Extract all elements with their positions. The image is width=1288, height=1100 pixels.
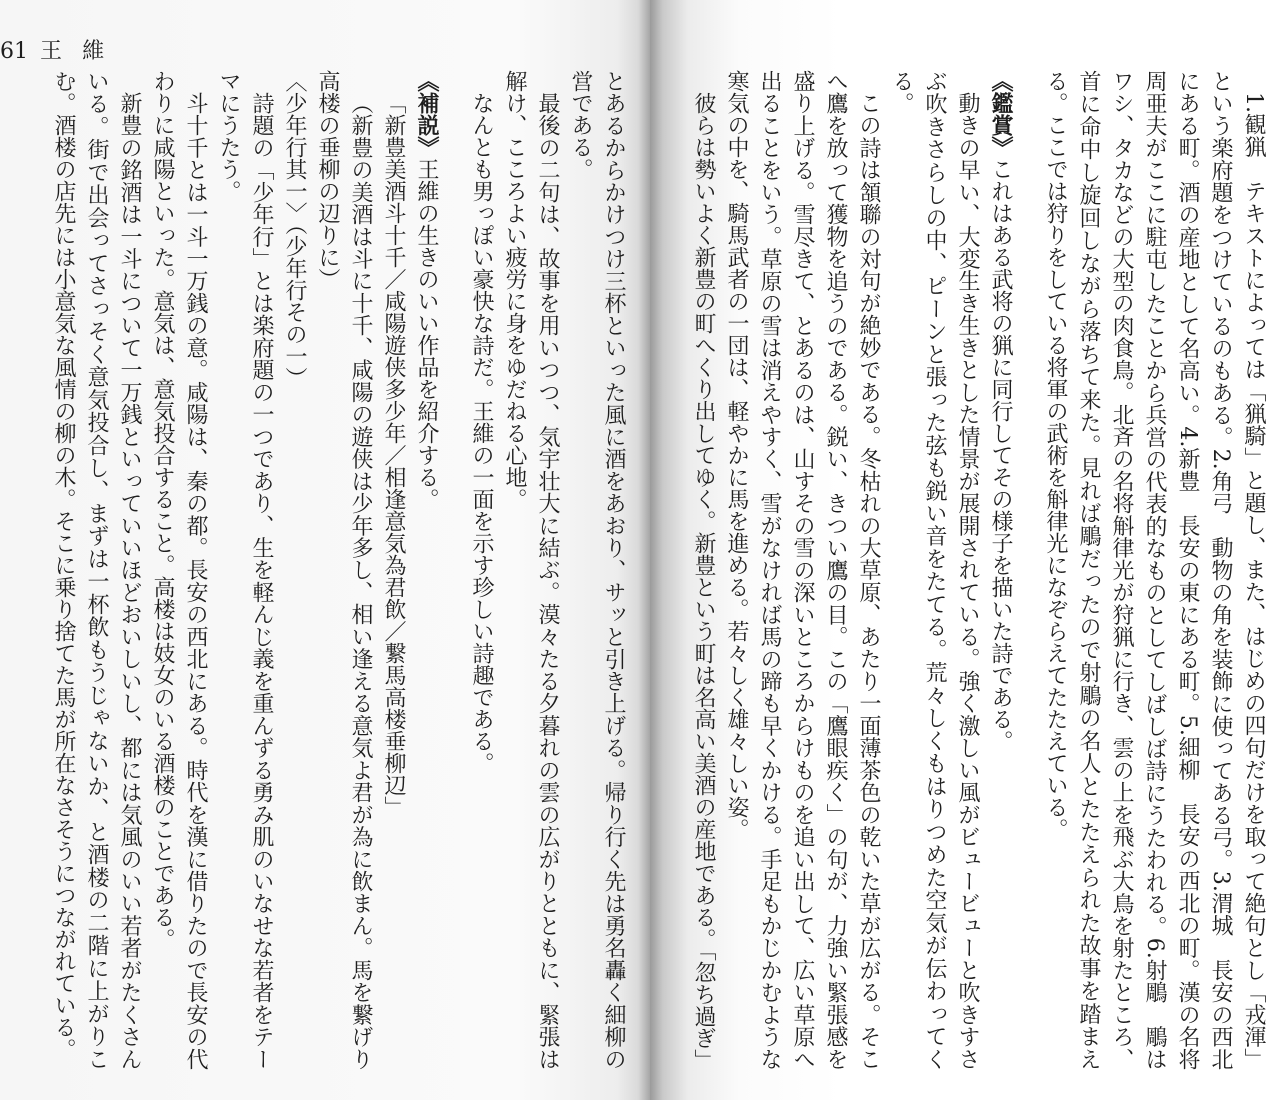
- kansho-text-4: 彼らは勢いよく新豊の町へくり出してゆく。新豊という町は名高い美酒の産地である。「忽ち過ぎ」: [691, 92, 716, 1071]
- kansho-text-2: 動きの早い、大変生き生きとした情景が展開されている。強く激しい風がビュービューと吹きすさぶ吹きさらしの中、ピーンと張った弦も鋭い音をたてる。荒々しくもはりつめた空気が伝わってくる。: [889, 70, 980, 1070]
- kansho-heading: 《鑑賞》: [988, 70, 1013, 158]
- poem-reading: （新豊の美酒は斗に十千、咸陽の遊侠は少年多し、相い逢える意気よ君が為に飲まん。馬を繋げり高楼の垂柳の辺りに）: [315, 70, 373, 1070]
- hosetsu-heading: 《補説》: [414, 70, 439, 158]
- hosetsu-text-2: 詩題の「少年行」とは楽府題の一つであり、生を軽んじ義を重んずる勇み肌のいなせな若者をテーマにうたう。: [216, 70, 274, 1070]
- kansho-continued-3: なんとも男っぽい豪快な詩だ。王維の一面を示す珍しい詩趣である。: [469, 92, 494, 774]
- hosetsu-intro: [410, 70, 443, 1070]
- running-header: [0, 34, 111, 65]
- poem-original: 「新豊美酒斗十千／咸陽遊侠多少年／相逢意気為君飲／繋馬高楼垂柳辺」: [381, 92, 406, 818]
- hosetsu-text-3: 斗十千とは一斗一万銭の意。咸陽は、秦の都。長安の西北にある。時代を漢に借りたので長安の代わりに咸陽といった。意気は、意気投合すること。高楼は妓女のいる酒楼のことである。: [150, 70, 208, 1070]
- author-name: 王 維: [40, 39, 111, 64]
- hosetsu-text-1: 王維の生きのいい作品を紹介する。: [414, 158, 439, 510]
- kansho-text-3: この詩は頷聯の対句が絶妙である。冬枯れの大草原、あたり一面薄茶色の乾いた草が広がる。そこへ鷹を放って獲物を追うのである。鋭い、きつい鷹の目。この「鷹眼疾く」の句が、力強い緊張感を盛り上げる。雪尽きて、とあるのは、山すその雪の深いところからけものを追い出して、広い草原へ出ることをいう。草原の雪は消えやすく、雪がなければ馬の蹄も早くかける。手足もかじかむような寒気の中を、騎馬武者の一団は、軽やかに馬を進める。若々しく雄々しい姿。: [724, 70, 881, 1071]
- kansho-continued-1: とあるからかけつけ三杯といった風に酒をあおり、サッと引き上げる。帰り行く先は勇名轟く細柳の営である。: [568, 70, 626, 1071]
- right-page: [650, 0, 1288, 1100]
- right-page-text: [691, 70, 1270, 1071]
- kansho-text-1: これはある武将の猟に同行してその様子を描いた詩である。: [988, 158, 1013, 752]
- left-page-text: [26, 70, 630, 1070]
- hosetsu-text-4: 新豊の銘酒は一斗について一万銭といっていいほどおいしいし、都には気風のいい若者がたくさんいる。街で出会ってさっそく意気投合し、まずは一杯飲もうじゃないか、と酒楼の二階に上がりこむ。酒楼の店先には小意気な風情の柳の木。そこに乗り捨てた馬が所在なさそうにつながれている。: [51, 70, 142, 1070]
- page-number: 61: [0, 39, 28, 64]
- annotation-notes: 1.観猟 テキストによっては「猟騎」と題し、また、はじめの四句だけを取って絶句とし「戎渾」という楽府題をつけているのもある。2.角弓 動物の角を装飾に使ってある弓。3.渭城 長安の西北にある町。酒の産地として名高い。4.新豊 長安の東にある町。5.細柳 長安の西北の町。漢の名将周亜夫がここに駐屯したことから兵営の代表的なものとしてしばしば詩にうたわれる。6.射鵰 鵰はワシ、タカなどの大型の肉食鳥。北斉の名将斛律光が狩猟に行き、雲の上を飛ぶ大鳥を射たところ、首に命中し旋回しながら落ちて来た。見れば鵰だったので射鵰の名人とたたえられた故事を踏まえる。ここでは狩りをしている将軍の武術を斛律光になぞらえてたたえている。: [1043, 70, 1266, 1071]
- kansho-intro: [984, 70, 1017, 1070]
- kansho-continued-2: 最後の二句は、故事を用いつつ、気宇壮大に結ぶ。漠々たる夕暮れの雲の広がりとともに、緊張は解け、こころよい疲労に身をゆだねる心地。: [502, 70, 560, 1070]
- poem-title: 〈少年行其一〉（少年行その一）: [282, 70, 307, 389]
